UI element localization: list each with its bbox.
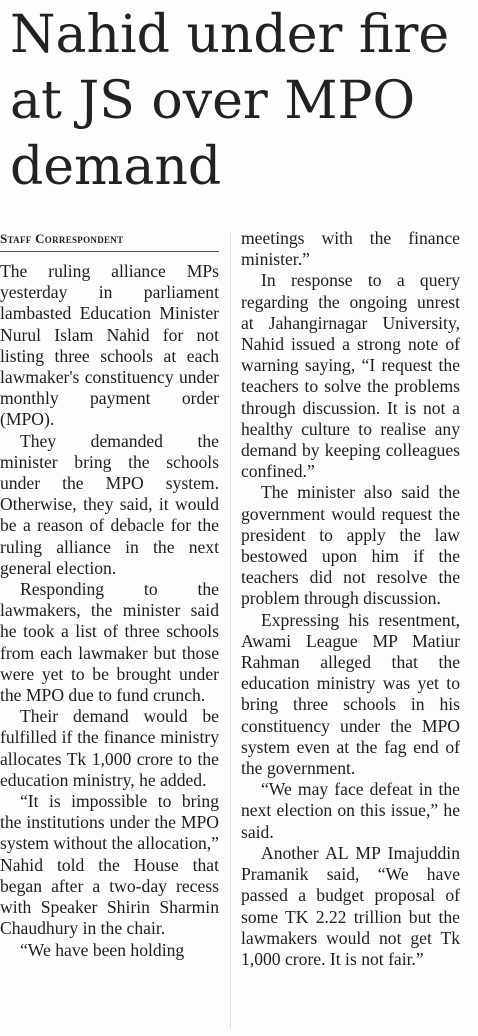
paragraph: Expressing his resentment, Awami League MP Matiur Rahman alleged that the education ministry was yet to bring three schools in his constituency under the MPO system even at the fag end of the government. — [241, 609, 460, 779]
paragraph: They demanded the minister bring the schools under the MPO system. Otherwise, they said, it would be a reason of debacle for the ruling alliance in the next general election. — [0, 430, 219, 578]
byline: Staff Correspondent — [0, 228, 219, 252]
paragraph: “It is impossible to bring the institutions under the MPO system without the allocation,” Nahid told the House that began after a two-day recess with Speaker Shirin Sharmin Chaudhury in the chair. — [0, 791, 219, 939]
paragraph: “We have been holding — [20, 939, 185, 960]
left-column — [0, 228, 219, 961]
paragraph: “We may face defeat in the next election on this issue,” he said. — [241, 779, 460, 842]
paragraph: Their demand would be fulfilled if the finance ministry allocates Tk 1,000 crore to the education ministry, he added. — [0, 706, 219, 790]
paragraph: The ruling alliance MPs yesterday in parliament lambasted Education Minister Nurul Islam Nahid for not listing three schools at each lawmaker's constituency under monthly payment order (MPO). — [0, 261, 219, 430]
headline: Nahid under fire at JS over MPO demand — [10, 5, 450, 197]
column-divider — [230, 232, 231, 1028]
paragraph: The minister also said the government would request the president to apply the law bestowed upon him if the teachers did not resolve the problem through discussion. — [241, 482, 460, 609]
paragraph: In response to a query regarding the ongoing unrest at Jahangirnagar University, Nahid issued a strong note of warning saying, “I request the teachers to solve the problems through discussion. It is not a healthy culture to realise any demand by keeping colleagues confined.” — [241, 270, 460, 482]
right-column — [241, 228, 460, 970]
paragraph: Responding to the lawmakers, the minister said he took a list of three schools from each lawmaker but those were yet to be brought under the MPO due to fund crunch. — [0, 579, 219, 706]
paragraph: meetings with the finance minister.” — [241, 228, 460, 270]
paragraph: Another AL MP Imajuddin Pramanik said, “We have passed a budget proposal of some TK 2.22 trillion but the lawmakers would not get Tk 1,000 crore. It is not fair.” — [241, 842, 460, 969]
